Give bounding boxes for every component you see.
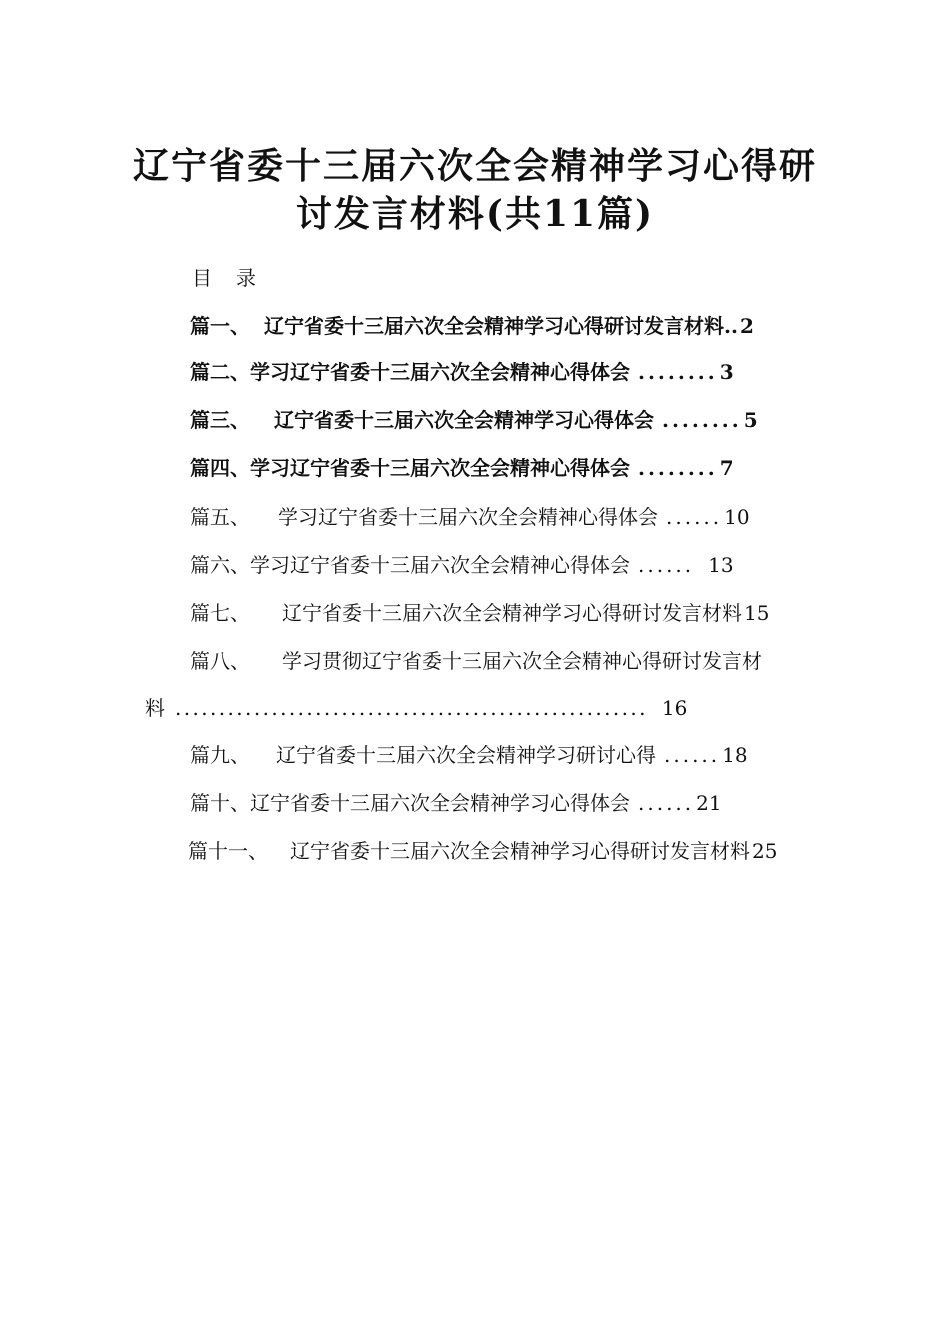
toc-entry-label: 篇八、	[190, 649, 250, 673]
toc-entry-page: 18	[722, 743, 748, 767]
toc-entry-title: 辽宁省委十三届六次全会精神学习心得研讨发言材料	[264, 314, 724, 338]
toc-entry-page: 7	[719, 456, 734, 480]
toc-entry-leader: ........	[638, 456, 718, 480]
toc-heading	[192, 264, 256, 292]
toc-entry-page: 5	[743, 408, 758, 432]
toc-entry-page: 13	[708, 553, 734, 577]
toc-entry-label: 篇四、	[190, 456, 250, 480]
toc-entry-label: 篇十、	[190, 791, 250, 815]
toc-entry-leader: ......................................................	[175, 696, 648, 720]
toc-entry-leader: ......	[666, 505, 723, 529]
toc-entry-5[interactable]	[190, 503, 750, 531]
toc-entry-11[interactable]	[188, 837, 777, 865]
toc-entry-title: 学习辽宁省委十三届六次全会精神心得体会	[250, 360, 630, 384]
toc-entry-leader: ..	[724, 314, 738, 338]
toc-entry-title: 辽宁省委十三届六次全会精神学习心得体会	[250, 791, 630, 815]
toc-entry-6[interactable]	[190, 551, 734, 579]
toc-heading-char-2: 录	[236, 266, 256, 290]
document-title-line-2: 讨发言材料(共11篇)	[295, 193, 655, 235]
toc-entry-title: 辽宁省委十三届六次全会精神学习心得体会	[274, 408, 654, 432]
document-title-line-1: 辽宁省委十三届六次全会精神学习心得研	[132, 145, 817, 187]
toc-entry-title: 学习贯彻辽宁省委十三届六次全会精神心得研讨发言材	[282, 649, 762, 673]
toc-entry-2[interactable]	[190, 358, 734, 386]
toc-entry-page: 16	[661, 696, 688, 720]
toc-entry-page: 3	[719, 360, 734, 384]
toc-entry-label: 篇六、	[190, 553, 250, 577]
toc-entry-1[interactable]	[190, 312, 754, 340]
toc-entry-7[interactable]	[190, 599, 769, 627]
toc-entry-label: 篇一、	[190, 314, 250, 338]
toc-entry-title: 辽宁省委十三届六次全会精神学习心得研讨发言材料	[282, 601, 742, 625]
toc-entry-8-continuation[interactable]	[145, 694, 687, 722]
toc-entry-title: 学习辽宁省委十三届六次全会精神心得体会	[250, 553, 630, 577]
toc-entry-4[interactable]	[190, 454, 734, 482]
toc-entry-9[interactable]	[190, 741, 748, 769]
toc-entry-leader: ......	[664, 743, 721, 767]
toc-entry-leader: ......	[638, 791, 695, 815]
toc-entry-page: 15	[744, 601, 770, 625]
toc-entry-leader: ........	[662, 408, 742, 432]
toc-entry-page: 2	[739, 314, 754, 338]
toc-entry-label: 篇三、	[190, 408, 250, 432]
toc-entry-8[interactable]	[190, 647, 762, 675]
toc-entry-10[interactable]	[190, 789, 722, 817]
toc-entry-3[interactable]	[190, 406, 758, 434]
toc-entry-label: 篇七、	[190, 601, 250, 625]
toc-entry-title: 学习辽宁省委十三届六次全会精神心得体会	[250, 456, 630, 480]
toc-entry-leader: ........	[638, 360, 718, 384]
toc-heading-char-1: 目	[192, 266, 212, 290]
toc-entry-page: 25	[752, 839, 778, 863]
toc-entry-label: 篇十一、	[188, 839, 268, 863]
toc-entry-page: 21	[696, 791, 722, 815]
toc-entry-label: 篇五、	[190, 505, 250, 529]
toc-entry-leader: ......	[638, 553, 695, 577]
toc-entry-page: 10	[724, 505, 750, 529]
toc-entry-title-continuation: 料	[145, 696, 165, 720]
toc-entry-title: 学习辽宁省委十三届六次全会精神心得体会	[278, 505, 658, 529]
toc-entry-label: 篇九、	[190, 743, 250, 767]
toc-entry-label: 篇二、	[190, 360, 250, 384]
toc-entry-title: 辽宁省委十三届六次全会精神学习研讨心得	[276, 743, 656, 767]
toc-entry-title: 辽宁省委十三届六次全会精神学习心得研讨发言材料	[290, 839, 750, 863]
